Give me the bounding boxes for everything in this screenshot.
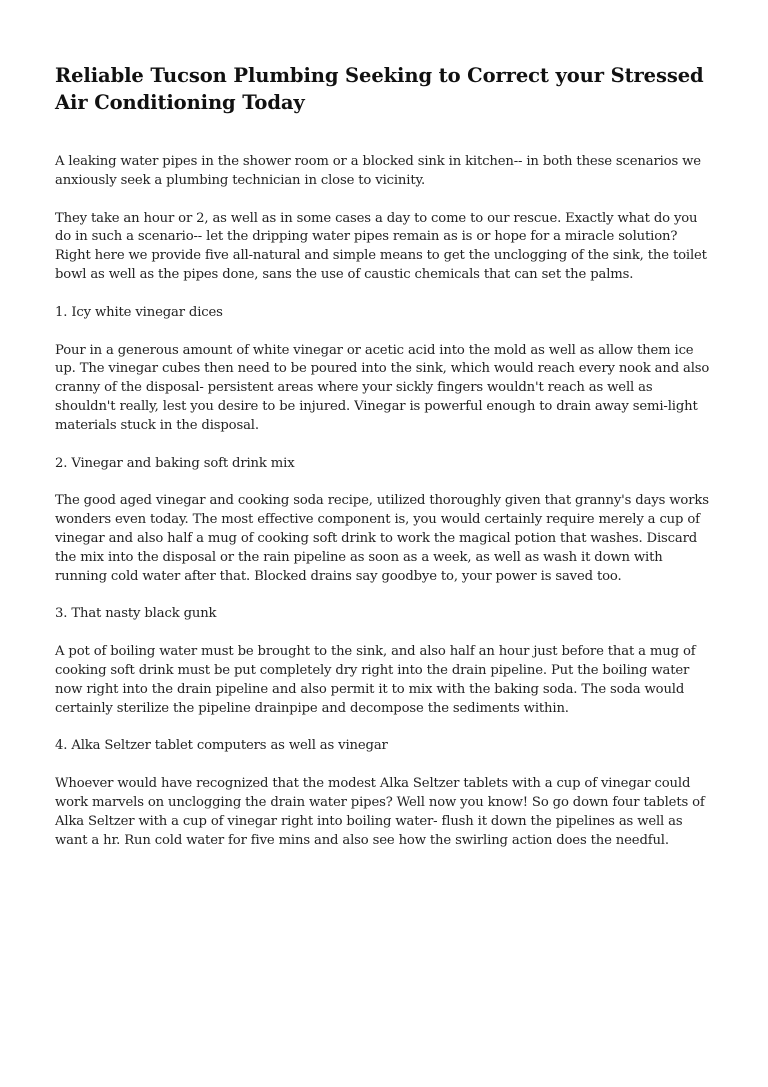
section-heading-4: 4. Alka Seltzer tablet computers as well as vinegar (55, 738, 388, 754)
section-body-3: A pot of boiling water must be brought to the sink, and also half an hour just before that a mug of cooking soft drink must be put completely dry right into the drain pipeline. Put the boiling water now right into the drain pipeline and also permit it to mix with the baking soda. The soda would certainly sterilize the pipeline drainpipe and decompose the sediments within. (55, 644, 696, 716)
section-heading-2: 2. Vinegar and baking soft drink mix (55, 455, 295, 471)
section-body-4: Whoever would have recognized that the modest Alka Seltzer tablets with a cup of vinegar could work marvels on unclogging the drain water pipes? Well now you know! So go down four tablets of Alka Seltzer with a cup of vinegar right into boiling water- flush it down the pipelines as well as want a hr. Run cold water for five mins and also see how the swirling action does the needful. (55, 776, 705, 848)
section-body-2: The good aged vinegar and cooking soda recipe, utilized thoroughly given that granny's days works wonders even today. The most effective component is, you would certainly require merely a cup of vinegar and also half a mug of cooking soft drink to work the magical potion that washes. Discard the mix into the disposal or the rain pipeline as soon as a week, as well as wash it down with running cold water after that. Blocked drains say goodbye to, your power is saved too. (55, 493, 709, 584)
rescue-paragraph: They take an hour or 2, as well as in some cases a day to come to our rescue. Exactly what do you do in such a scenario-- let the dripping water pipes remain as is or hope for a miracle solution? Right here we provide five all-natural and simple means to get the unclogging of the sink, the toilet bowl as well as the pipes done, sans the use of caustic chemicals that can set the palms. (55, 210, 707, 282)
intro-paragraph: A leaking water pipes in the shower room or a blocked sink in kitchen-- in both these scenarios we anxiously seek a plumbing technician in close to vicinity. (55, 154, 701, 188)
section-heading-3: 3. That nasty black gunk (55, 606, 217, 622)
section-body-1: Pour in a generous amount of white vinegar or acetic acid into the mold as well as allow them ice up. The vinegar cubes then need to be poured into the sink, which would reach every nook and also cranny of the disposal- persistent areas where your sickly fingers wouldn't reach as well as shouldn't really, lest you desire to be injured. Vinegar is powerful enough to drain away semi-light materials stuck in the disposal. (55, 342, 710, 433)
section-heading-1: 1. Icy white vinegar dices (55, 304, 223, 320)
document-title: Reliable Tucson Plumbing Seeking to Correct your Stressed Air Conditioning Today (55, 64, 704, 114)
